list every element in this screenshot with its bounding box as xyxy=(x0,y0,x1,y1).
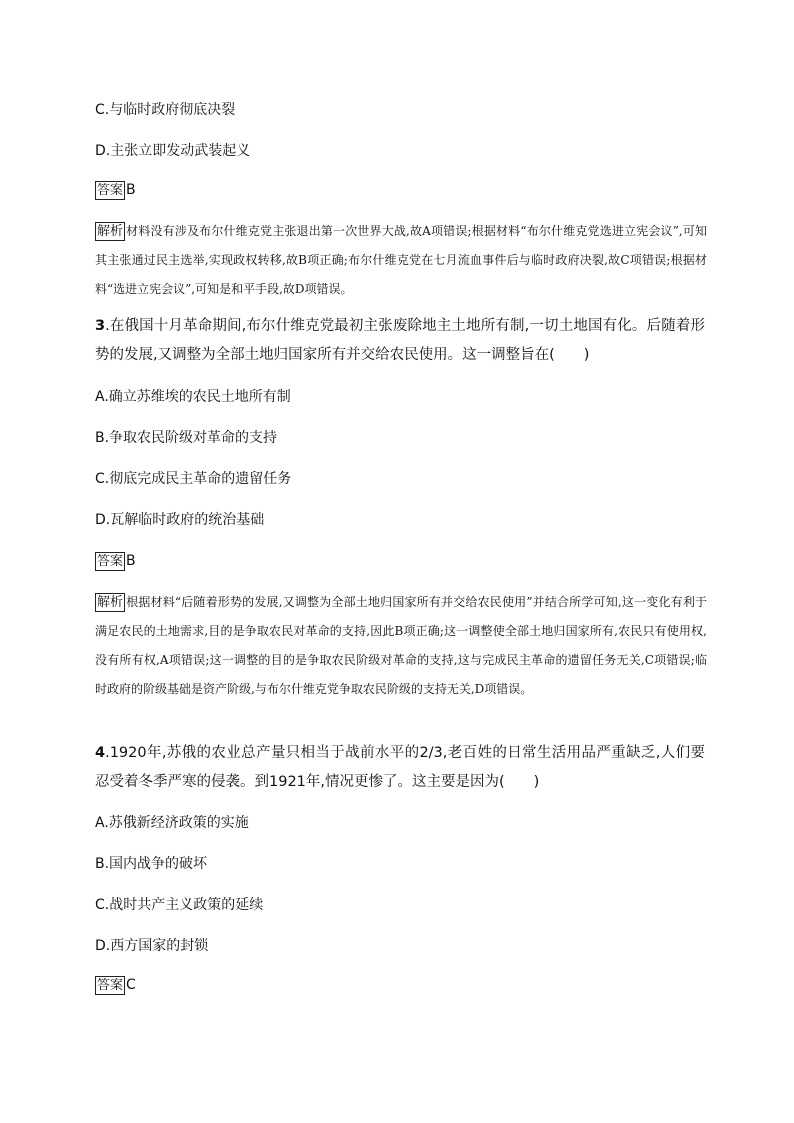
q4-number: 4 xyxy=(95,745,106,761)
q2-answer xyxy=(95,180,136,200)
q4-option-d: D.西方国家的封锁 xyxy=(95,938,209,954)
q3-option-a: A.确立苏维埃的农民土地所有制 xyxy=(95,389,291,405)
q4-option-c: C.战时共产主义政策的延续 xyxy=(95,897,264,913)
q4-answer xyxy=(95,975,136,995)
q2-analysis xyxy=(95,217,707,304)
q4-stem xyxy=(95,739,705,797)
analysis-text: 根据材料“后随着形势的发展,又调整为全部土地归国家所有并交给农民使用”并结合所学可知,这一变化有利于满足农民的土地需求,目的是争取农民对革命的支持,因此B项正确;这一调整使全部土地归国家所有,农民只有使用权,没有所有权,A项错误;这一调整的目的是争取农民阶级对革命的支持,这与完成民主革命的遗留任务无关,C项错误;临时政府的阶级基础是资产阶级,与布尔什维克党争取农民阶级的支持无关,D项错误。 xyxy=(95,595,707,696)
analysis-text: 材料没有涉及布尔什维克党主张退出第一次世界大战,故A项错误;根据材料“布尔什维克党选进立宪会议”,可知其主张通过民主选举,实现政权转移,故B项正确;布尔什维克党在七月流血事件后与临时政府决裂,故C项错误;根据材料“选进立宪会议”,可知是和平手段,故D项错误。 xyxy=(95,224,707,296)
q2-option-c: C.与临时政府彻底决裂 xyxy=(95,102,236,118)
q3-stem xyxy=(95,312,705,370)
q3-stem-text: .在俄国十月革命期间,布尔什维克党最初主张废除地主土地所有制,一切土地国有化。后随着形势的发展,又调整为全部土地归国家所有并交给农民使用。这一调整旨在( ) xyxy=(95,318,705,363)
answer-label: 答案 xyxy=(97,978,124,993)
q2-option-d: D.主张立即发动武装起义 xyxy=(95,143,251,159)
answer-value: C xyxy=(126,977,136,993)
q3-number: 3 xyxy=(95,318,106,334)
q3-answer xyxy=(95,551,136,571)
q3-option-b: B.争取农民阶级对革命的支持 xyxy=(95,430,278,446)
q3-option-c: C.彻底完成民主革命的遗留任务 xyxy=(95,471,292,487)
answer-label: 答案 xyxy=(97,554,124,569)
answer-value: B xyxy=(126,182,136,198)
answer-value: B xyxy=(126,553,136,569)
answer-label: 答案 xyxy=(97,183,124,198)
q3-option-d: D.瓦解临时政府的统治基础 xyxy=(95,512,265,528)
analysis-label: 解析 xyxy=(97,224,124,239)
q4-stem-text: .1920年,苏俄的农业总产量只相当于战前水平的2/3,老百姓的日常生活用品严重缺乏,人们要忍受着冬季严寒的侵袭。到1921年,情况更惨了。这主要是因为( ) xyxy=(95,745,705,790)
q4-option-a: A.苏俄新经济政策的实施 xyxy=(95,815,249,831)
q4-option-b: B.国内战争的破坏 xyxy=(95,856,208,872)
q3-analysis xyxy=(95,588,707,704)
analysis-label: 解析 xyxy=(97,595,124,610)
